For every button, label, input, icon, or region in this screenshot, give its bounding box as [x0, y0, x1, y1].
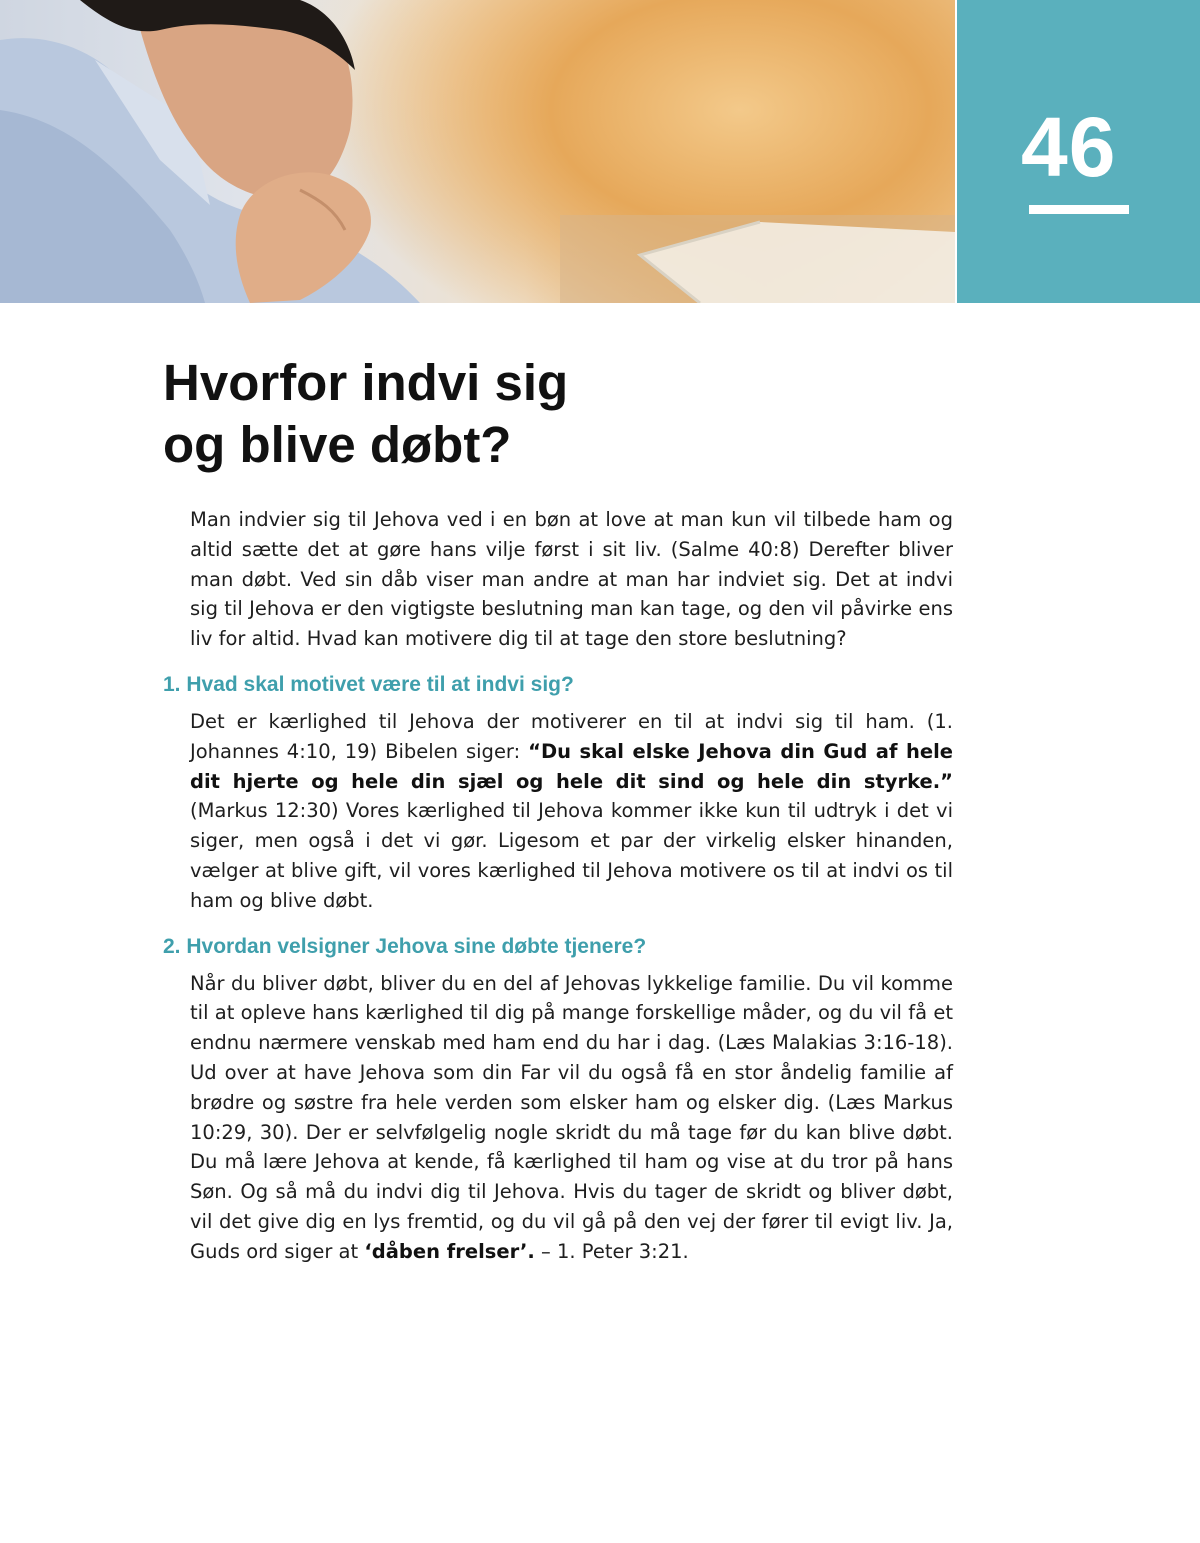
- praying-man-illustration: [0, 0, 955, 303]
- section-2-text-after: – 1. Peter 3:21.: [534, 1239, 689, 1263]
- header-photo: [0, 0, 955, 303]
- article-body: [163, 505, 953, 1267]
- intro-paragraph: Man indvier sig til Jehova ved i en bøn at love at man kun vil tilbede ham og altid sætte det at gøre hans vilje først i sit liv. (Salme 40:8) Derefter bliver man døbt. Ved sin dåb viser man andre at man har indviet sig. Det at indvi sig til Jehova er den vigtigste beslutning man kan tage, og den vil påvirke ens liv for altid. Hvad kan motivere dig til at tage den store beslutning?: [190, 508, 953, 651]
- section-2-heading: 2. Hvordan velsigner Jehova sine døbte tjenere?: [163, 934, 647, 958]
- chapter-underline: [1029, 205, 1129, 214]
- section-1-paragraph: [190, 707, 953, 916]
- section-2-bold-quote: ‘dåben frelser’.: [364, 1239, 535, 1263]
- section-2-paragraph: [190, 969, 953, 1267]
- page-title: [163, 352, 863, 476]
- chapter-badge: [957, 0, 1200, 303]
- chapter-number: 46: [1021, 100, 1117, 194]
- page-title-line-1: Hvorfor indvi sig: [163, 354, 569, 411]
- section-1-heading: 1. Hvad skal motivet være til at indvi sig?: [163, 672, 574, 696]
- section-2-text-before: Når du bliver døbt, bliver du en del af Jehovas lykkelige familie. Du vil komme til at opleve hans kærlighed til dig på mange forskellige måder, og du vil få et endnu nærmere venskab med ham end du har i dag. (Læs Malakias 3:16-18). Ud over at have Jehova som din Far vil du også få en stor åndelig familie af brødre og søstre fra hele verden som elsker ham og elsker dig. (Læs Markus 10:29, 30). Der er selvfølgelig nogle skridt du må tage før du kan blive døbt. Du må lære Jehova at kende, få kærlighed til ham og vise at du tror på hans Søn. Og så må du indvi dig til Jehova. Hvis du tager de skridt og bliver døbt, vil det give dig en lys fremtid, og du vil gå på den vej der fører til evigt liv. Ja, Guds ord siger at: [190, 971, 953, 1263]
- section-1-text-after: (Markus 12:30) Vores kærlighed til Jehova kommer ikke kun til udtryk i det vi siger, men også i det vi gør. Ligesom et par der virkelig elsker hinanden, vælger at blive gift, vil vores kærlighed til Jehova motivere os til at indvi os til ham og blive døbt.: [190, 799, 953, 912]
- section-1-text-before: Det er kærlighed til Jehova der motiverer en til at indvi sig til ham. (1. Johannes 4:10, 19) Bibelen siger:: [190, 709, 953, 763]
- section-1-bold-quote: “Du skal elske Jehova din Gud af hele dit hjerte og hele din sjæl og hele dit sind og hele din styrke.”: [190, 739, 954, 793]
- page-title-line-2: og blive døbt?: [163, 416, 512, 473]
